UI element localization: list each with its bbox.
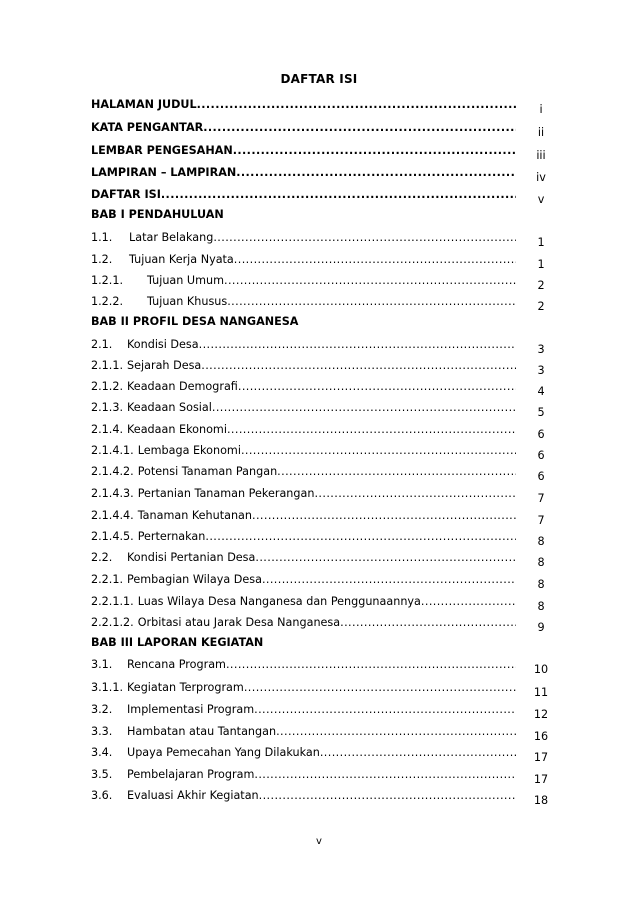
toc-label: Pembagian Wilaya Desa [127, 573, 262, 586]
toc-row [91, 614, 561, 632]
toc-page: 12 [533, 708, 549, 721]
toc-number: 2.1.4.1. [91, 444, 134, 457]
toc-label: Luas Wilaya Desa Nanganesa dan Penggunaannya [137, 595, 421, 608]
toc-row [91, 357, 561, 375]
toc-label: KATA PENGANTAR [91, 121, 204, 134]
toc-row [91, 229, 561, 247]
toc-page: 8 [537, 600, 545, 613]
toc-page: 18 [533, 794, 549, 807]
toc-number: 3.1. [91, 658, 113, 671]
toc-row [91, 549, 561, 567]
toc-page: 1 [537, 236, 545, 249]
toc-row [91, 571, 561, 589]
toc-label: LEMBAR PENGESAHAN [91, 144, 233, 157]
toc-label: Sejarah Desa [127, 359, 202, 372]
chapter-heading: BAB II PROFIL DESA NANGANESA [91, 315, 299, 328]
toc-row-kata-pengantar [91, 119, 561, 137]
toc-number: 3.5. [91, 768, 113, 781]
toc-number: 2.1.4.3. [91, 487, 134, 500]
toc-number: 2.2.1.2. [91, 616, 134, 629]
toc-number: 2.1.1. [91, 359, 124, 372]
toc-label: Evaluasi Akhir Kegiatan [127, 789, 259, 802]
toc-label: Tujuan Umum [147, 274, 224, 287]
toc-page: 17 [533, 751, 549, 764]
toc-label: Kondisi Pertanian Desa [127, 551, 256, 564]
toc-page: 2 [537, 300, 545, 313]
toc-number: 2.1.2. [91, 380, 124, 393]
toc-page: 16 [533, 730, 549, 743]
toc-page: 9 [537, 621, 545, 634]
toc-page: 7 [537, 492, 545, 505]
toc-row [91, 593, 561, 611]
toc-label: Pertanian Tanaman Pekerangan [137, 487, 315, 500]
toc-page: 5 [537, 406, 545, 419]
toc-number: 2.1.3. [91, 401, 124, 414]
toc-page: ii [537, 126, 545, 139]
toc-label: Keadaan Demografi [127, 380, 238, 393]
toc-label: Latar Belakang [129, 231, 214, 244]
toc-label: Tujuan Khusus [147, 295, 228, 308]
toc-number: 1.2.2. [91, 295, 124, 308]
toc-label: Orbitasi atau Jarak Desa Nanganesa [137, 616, 341, 629]
toc-page: 8 [537, 535, 545, 548]
toc-row [91, 399, 561, 417]
toc-page: i [539, 103, 543, 116]
toc-label: Rencana Program [127, 658, 226, 671]
toc-row [91, 251, 561, 269]
toc-row [91, 485, 561, 503]
toc-row [91, 701, 561, 719]
toc-label: Implementasi Program [127, 703, 255, 716]
toc-page: 17 [533, 773, 549, 786]
toc-page: v [537, 193, 545, 206]
toc-row [91, 293, 561, 311]
toc-row [91, 378, 561, 396]
chapter-heading: BAB I PENDAHULUAN [91, 208, 224, 221]
toc-number: 3.2. [91, 703, 113, 716]
toc-label: LAMPIRAN – LAMPIRAN [91, 166, 237, 179]
toc-row [91, 723, 561, 741]
toc-number: 2.1.4. [91, 423, 124, 436]
toc-label: HALAMAN JUDUL [91, 98, 197, 111]
toc-number: 2.1.4.4. [91, 509, 134, 522]
toc-label: Keadaan Ekonomi [127, 423, 227, 436]
toc-number: 3.4. [91, 746, 113, 759]
toc-page: iv [536, 171, 546, 184]
toc-label: Keadaan Sosial [127, 401, 212, 414]
toc-label: Tanaman Kehutanan [137, 509, 253, 522]
toc-label: Lembaga Ekonomi [137, 444, 241, 457]
toc-number: 2.2.1.1. [91, 595, 134, 608]
toc-page: 4 [537, 385, 545, 398]
toc-number: 1.2. [91, 253, 113, 266]
toc-row [91, 679, 561, 697]
toc-label: Potensi Tanaman Pangan [137, 465, 278, 478]
toc-label: Pembelajaran Program [127, 768, 255, 781]
page-number: v [316, 836, 322, 847]
toc-row-halaman-judul [91, 96, 561, 114]
toc-number: 1.2.1. [91, 274, 124, 287]
toc-label: Kegiatan Terprogram [127, 681, 244, 694]
toc-row [91, 528, 561, 546]
toc-row [91, 766, 561, 784]
toc-page: 3 [537, 343, 545, 356]
toc-label: Tujuan Kerja Nyata [129, 253, 234, 266]
toc-number: 1.1. [91, 231, 113, 244]
toc-page: iii [536, 149, 546, 162]
toc-page: 1 [537, 258, 545, 271]
toc-number: 3.6. [91, 789, 113, 802]
toc-page: 6 [537, 470, 545, 483]
chapter-heading: BAB III LAPORAN KEGIATAN [91, 636, 264, 649]
toc-number: 2.2. [91, 551, 113, 564]
toc-row-daftar-isi [91, 186, 561, 204]
toc-page: 3 [537, 364, 545, 377]
toc-number: 2.1.4.2. [91, 465, 134, 478]
toc-label: Hambatan atau Tantangan [127, 725, 277, 738]
toc-page: 8 [537, 578, 545, 591]
toc-row [91, 656, 561, 674]
toc-page: 7 [537, 514, 545, 527]
toc-page: 10 [533, 663, 549, 676]
toc-row-lampiran [91, 164, 561, 182]
toc-page: 2 [537, 279, 545, 292]
toc-row [91, 463, 561, 481]
toc-number: 2.1.4.5. [91, 530, 134, 543]
toc-label: Upaya Pemecahan Yang Dilakukan [127, 746, 320, 759]
toc-number: 3.3. [91, 725, 113, 738]
toc-row [91, 787, 561, 805]
toc-row-lembar-pengesahan [91, 142, 561, 160]
toc-row [91, 336, 561, 354]
toc-row [91, 507, 561, 525]
toc-page: 6 [537, 428, 545, 441]
toc-label: Kondisi Desa [127, 338, 199, 351]
toc-row [91, 744, 561, 762]
toc-row [91, 442, 561, 460]
page-title: DAFTAR ISI [280, 72, 358, 86]
toc-row [91, 421, 561, 439]
toc-page: 8 [537, 556, 545, 569]
toc-row [91, 272, 561, 290]
toc-label: DAFTAR ISI [91, 188, 161, 201]
toc-page: 11 [533, 686, 549, 699]
toc-label: Perternakan [137, 530, 206, 543]
toc-number: 2.2.1. [91, 573, 124, 586]
toc-page: 6 [537, 449, 545, 462]
toc-number: 2.1. [91, 338, 113, 351]
toc-number: 3.1.1. [91, 681, 124, 694]
